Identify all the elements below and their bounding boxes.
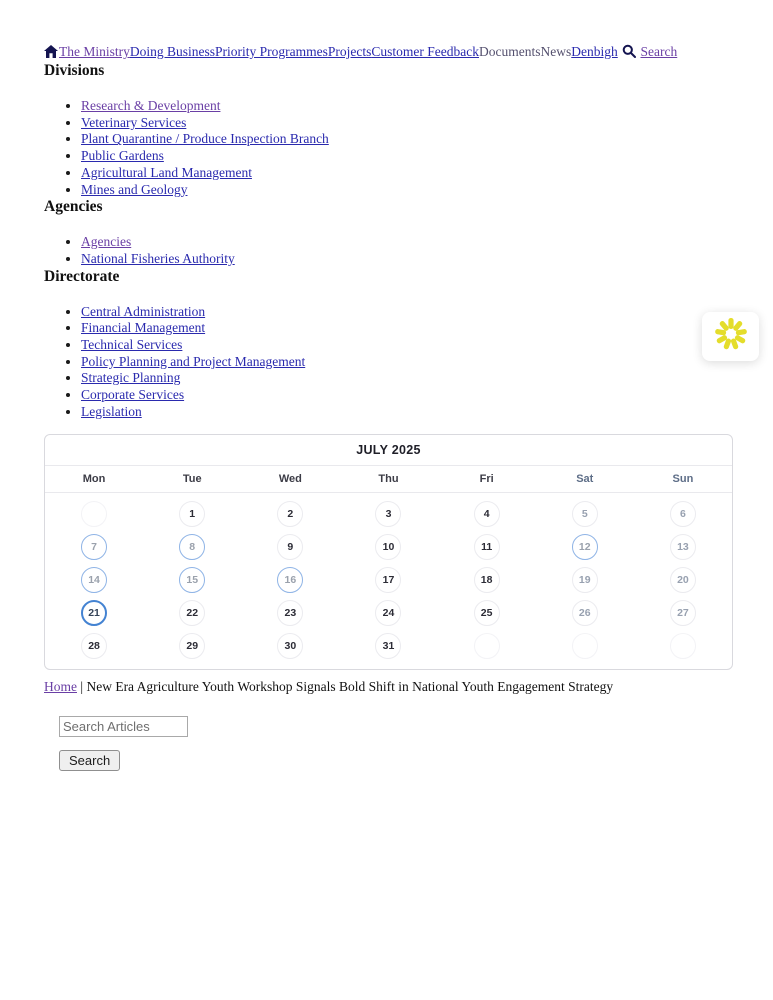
list-item: [81, 354, 731, 371]
search-icon: [622, 44, 636, 62]
section-title-directorate: Directorate: [44, 267, 120, 285]
link-national-fisheries-authority[interactable]: National Fisheries Authority: [81, 250, 235, 266]
calendar-day-26: 26: [572, 600, 598, 626]
list-item: [81, 337, 731, 354]
list-item: [81, 320, 731, 337]
nav-link-projects[interactable]: Projects: [327, 44, 372, 59]
calendar: [44, 434, 733, 670]
calendar-day-1: 1: [179, 501, 205, 527]
list-item: [81, 148, 731, 165]
list-item: [81, 387, 731, 404]
calendar-day-6: 6: [670, 501, 696, 527]
calendar-day-22: 22: [179, 600, 205, 626]
calendar-week-row: [45, 630, 732, 663]
link-central-administration[interactable]: Central Administration: [81, 303, 206, 319]
nav-link-denbigh[interactable]: Denbigh: [571, 44, 618, 59]
search-articles-button[interactable]: Search: [59, 750, 120, 771]
calendar-day-headers: [45, 466, 732, 493]
day-header-fri: Fri: [479, 472, 494, 485]
calendar-day-9: 9: [277, 534, 303, 560]
calendar-week-row: [45, 498, 732, 531]
link-corporate-services[interactable]: Corporate Services: [81, 387, 185, 403]
link-strategic-planning[interactable]: Strategic Planning: [81, 370, 181, 386]
day-header-tue: Tue: [182, 472, 202, 485]
calendar-empty-cell: [474, 633, 500, 659]
section-title-divisions: Divisions: [44, 62, 105, 79]
list-item: [81, 234, 731, 251]
search-articles-input[interactable]: [59, 716, 188, 737]
calendar-day-16[interactable]: 16: [277, 567, 303, 593]
link-public-gardens[interactable]: Public Gardens: [81, 148, 164, 164]
calendar-day-14[interactable]: 14: [81, 567, 107, 593]
breadcrumb-separator: |: [77, 678, 87, 694]
nav-link-priority-programmes[interactable]: Priority Programmes: [215, 44, 328, 59]
calendar-day-31: 31: [375, 633, 401, 659]
calendar-day-27: 27: [670, 600, 696, 626]
calendar-week-row: [45, 564, 732, 597]
link-legislation[interactable]: Legislation: [81, 403, 142, 419]
nav-link-customer-feedback[interactable]: Customer Feedback: [371, 44, 479, 59]
top-nav: [44, 44, 731, 62]
calendar-title: JULY 2025: [45, 435, 732, 466]
calendar-day-29: 29: [179, 633, 205, 659]
calendar-day-12[interactable]: 12: [572, 534, 598, 560]
calendar-day-23: 23: [277, 600, 303, 626]
list-item: [81, 182, 731, 199]
link-financial-management[interactable]: Financial Management: [81, 320, 206, 336]
calendar-empty-cell: [572, 633, 598, 659]
accessibility-widget-button[interactable]: [702, 312, 759, 361]
link-mines-and-geology[interactable]: Mines and Geology: [81, 181, 188, 197]
link-research-development[interactable]: Research & Development: [81, 98, 221, 113]
day-header-thu: Thu: [378, 472, 399, 485]
calendar-day-5: 5: [572, 501, 598, 527]
section-title-agencies: Agencies: [44, 198, 103, 216]
calendar-empty-cell: [81, 501, 107, 527]
calendar-week-row: [45, 531, 732, 564]
list-item: [81, 404, 731, 421]
list-item: [81, 115, 731, 132]
calendar-day-3: 3: [375, 501, 401, 527]
nav-link-doing-business[interactable]: Doing Business: [129, 44, 216, 59]
nav-links: [59, 44, 677, 59]
list-item: [81, 251, 731, 268]
list-item: [81, 304, 731, 321]
calendar-week-row: [45, 597, 732, 630]
calendar-day-7[interactable]: 7: [81, 534, 107, 560]
link-agencies[interactable]: Agencies: [81, 234, 132, 250]
link-plant-quarantine-produce-inspection-branch[interactable]: Plant Quarantine / Produce Inspection Branch: [81, 131, 329, 147]
calendar-day-25: 25: [474, 600, 500, 626]
calendar-day-8[interactable]: 8: [179, 534, 205, 560]
section-agencies: [44, 198, 731, 267]
sections: [44, 62, 731, 421]
day-header-sun: Sun: [672, 472, 694, 485]
list-item: [81, 131, 731, 148]
link-list-directorate: [44, 304, 731, 421]
link-technical-services[interactable]: Technical Services: [81, 337, 183, 353]
calendar-day-24: 24: [375, 600, 401, 626]
calendar-day-28: 28: [81, 633, 107, 659]
calendar-day-15[interactable]: 15: [179, 567, 205, 593]
calendar-day-17: 17: [375, 567, 401, 593]
day-header-sat: Sat: [576, 472, 594, 485]
nav-link-documents[interactable]: Documents: [479, 44, 541, 59]
calendar-body: [45, 493, 732, 669]
list-item: [81, 165, 731, 182]
link-list-agencies: [44, 234, 731, 267]
breadcrumb: [44, 679, 731, 695]
calendar-day-30: 30: [277, 633, 303, 659]
calendar-day-4: 4: [474, 501, 500, 527]
list-item: [81, 98, 731, 115]
calendar-day-11: 11: [474, 534, 500, 560]
link-agricultural-land-management[interactable]: Agricultural Land Management: [81, 164, 252, 180]
article-title: New Era Agriculture Youth Workshop Signals Bold Shift in National Youth Engagement Strategy: [86, 678, 614, 694]
calendar-day-10: 10: [375, 534, 401, 560]
calendar-day-20: 20: [670, 567, 696, 593]
calendar-day-21[interactable]: 21: [81, 600, 107, 626]
calendar-day-18: 18: [474, 567, 500, 593]
home-icon[interactable]: [44, 45, 58, 62]
calendar-day-19: 19: [572, 567, 598, 593]
nav-link-search[interactable]: Search: [640, 44, 678, 59]
nav-link-the-ministry[interactable]: The Ministry: [59, 44, 130, 59]
calendar-day-13: 13: [670, 534, 696, 560]
list-item: [81, 370, 731, 387]
day-header-wed: Wed: [278, 472, 302, 485]
home-link[interactable]: Home: [44, 678, 77, 694]
nav-link-news[interactable]: News: [540, 44, 572, 59]
article-search-form: [59, 716, 731, 771]
section-divisions: [44, 62, 731, 198]
link-policy-planning-and-project-management[interactable]: Policy Planning and Project Management: [81, 353, 306, 369]
link-list-divisions: [44, 98, 731, 198]
link-veterinary-services[interactable]: Veterinary Services: [81, 114, 187, 130]
calendar-empty-cell: [670, 633, 696, 659]
day-header-mon: Mon: [82, 472, 106, 485]
section-directorate: [44, 268, 731, 421]
asterisk-flower-icon: [713, 316, 749, 357]
calendar-day-2: 2: [277, 501, 303, 527]
